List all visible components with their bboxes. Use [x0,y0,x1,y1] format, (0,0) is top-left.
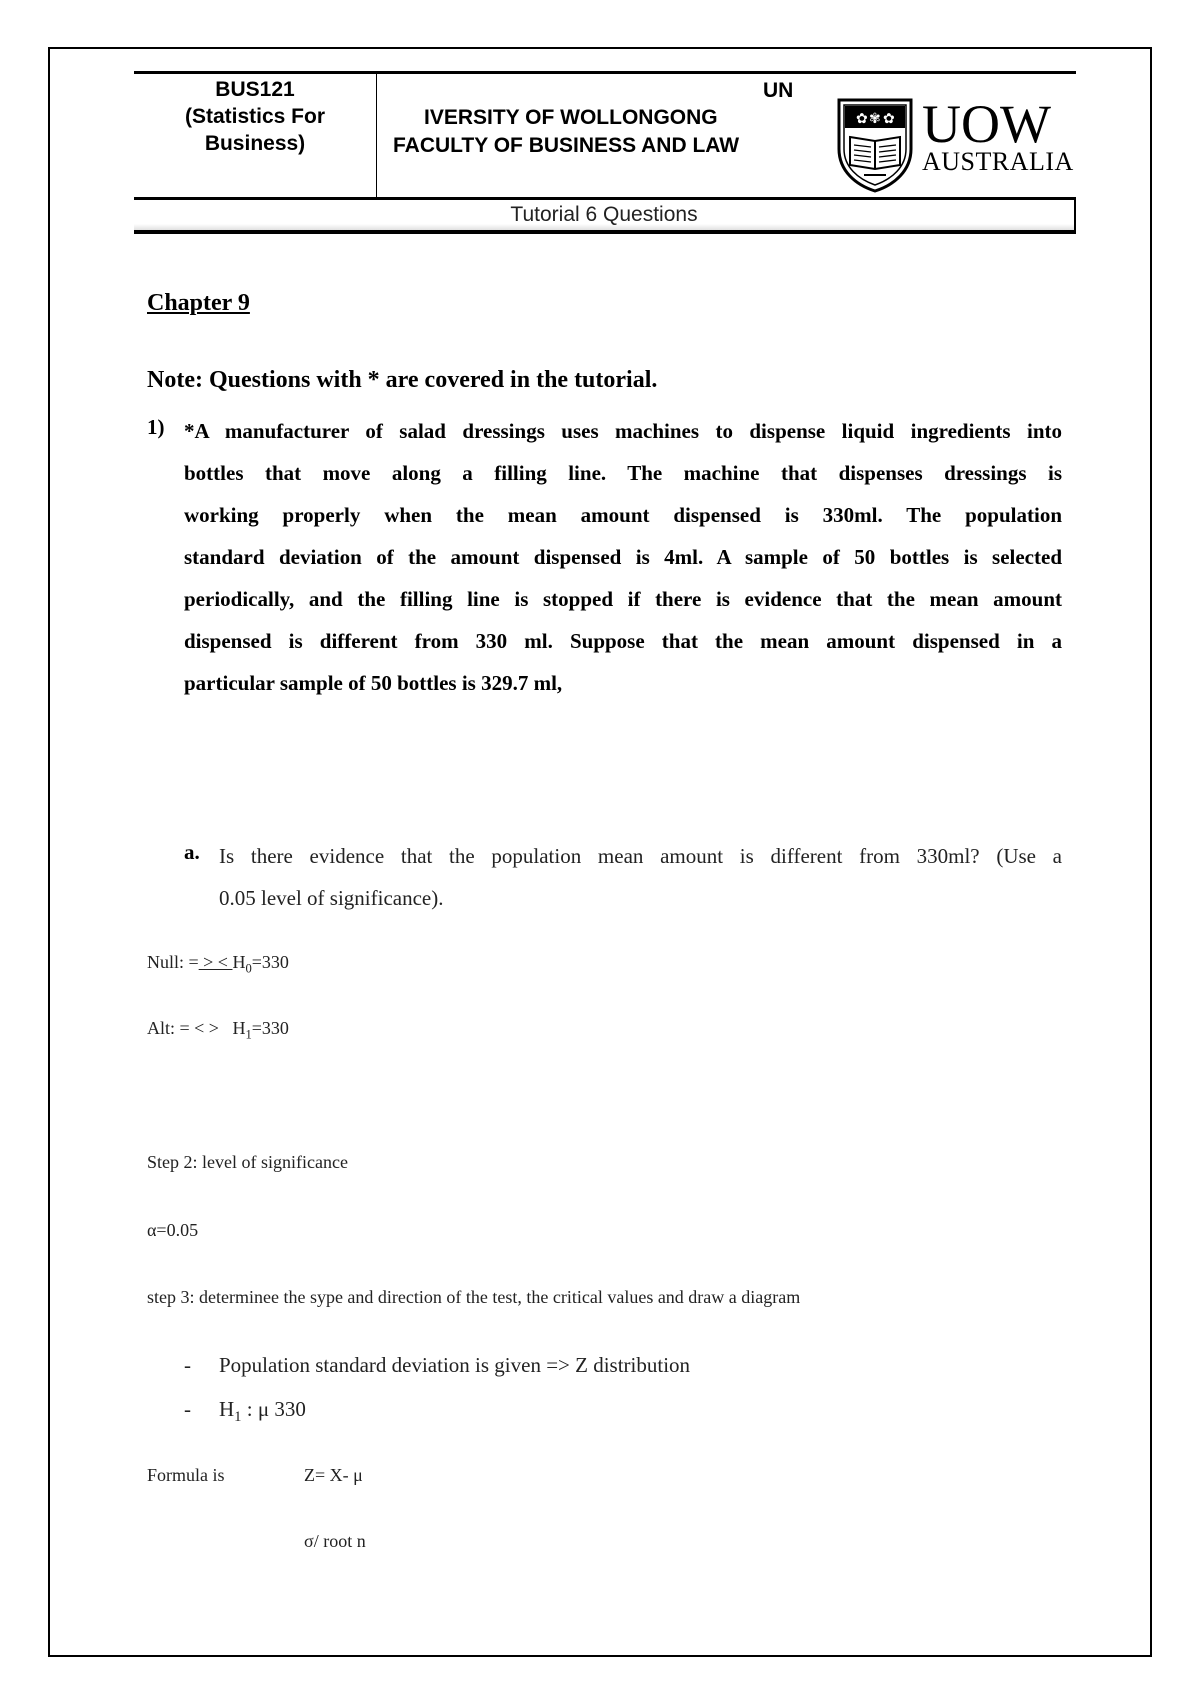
chapter-heading: Chapter 9 [147,290,250,316]
question-line: dispensed is different from 330 ml. Suppose that the mean amount dispensed in a [184,629,1062,653]
question-line: working properly when the mean amount dispensed is 330ml. The population [184,503,1062,527]
step-2-heading: Step 2: level of significance [147,1152,348,1172]
note-text: Note: Questions with * are covered in the tutorial. [147,367,658,393]
course-title [134,76,376,157]
svg-text:✿: ✿ [883,111,895,127]
bullet-h1: $H_1$ : μ 330 [219,1397,306,1426]
part-a-line: 0.05 level of significance). [219,886,444,910]
svg-text:✾: ✾ [869,111,881,127]
faculty-name: FACULTY OF BUSINESS AND LAW [393,134,740,157]
alternative-hypothesis: Alt: = < > $H_1=330$ [147,1018,289,1042]
tutorial-title: Tutorial 6 Questions [510,203,698,226]
part-a-text [219,835,1062,919]
question-line: bottles that move along a filling line. The machine that dispenses dressings is [184,461,1062,485]
university-name: IVERSITY OF WOLLONGONG [424,106,718,129]
question-number: 1) [147,415,165,439]
header-divider [376,74,377,198]
bullet-distribution: Population standard deviation is given => Z distribution [219,1353,691,1377]
uow-crest-icon [836,97,914,193]
bullet-dash: - [184,1397,191,1421]
step-3-heading: step 3: determinee the sype and direction of the test, the critical values and draw a diagram [147,1287,801,1307]
tutorial-banner [134,200,1076,234]
logo-country: AUSTRALIA [922,147,1074,176]
question-text [184,410,1062,704]
header-top-rule [134,71,1076,74]
part-a-line: Is there evidence that the population mean amount is different from 330ml? (Use a [219,844,1062,868]
part-a-label: a. [184,840,200,864]
bullet-dash: - [184,1353,191,1377]
svg-text:✿: ✿ [856,111,868,127]
formula-denominator: σ/ root n [304,1531,366,1551]
formula-numerator: Z= X- μ [304,1465,363,1485]
course-name-line2: Business) [204,132,306,155]
alpha-value: α=0.05 [147,1220,199,1240]
question-line: periodically, and the filling line is stopped if there is evidence that the mean amount [184,587,1062,611]
question-line: particular sample of 50 bottles is 329.7 ml, [184,671,563,695]
logo-wordmark: UOW [922,94,1051,154]
question-line: standard deviation of the amount dispensed is 4ml. A sample of 50 bottles is selected [184,545,1062,569]
formula-label: Formula is [147,1465,225,1485]
university-fragment: UN [763,79,794,102]
course-code: BUS121 [215,78,295,101]
course-name-line1: (Statistics For [184,105,326,128]
null-hypothesis: Null: = > < $H_0=330$ [147,952,289,976]
question-line: *A manufacturer of salad dressings uses machines to dispense liquid ingredients into [184,419,1062,443]
